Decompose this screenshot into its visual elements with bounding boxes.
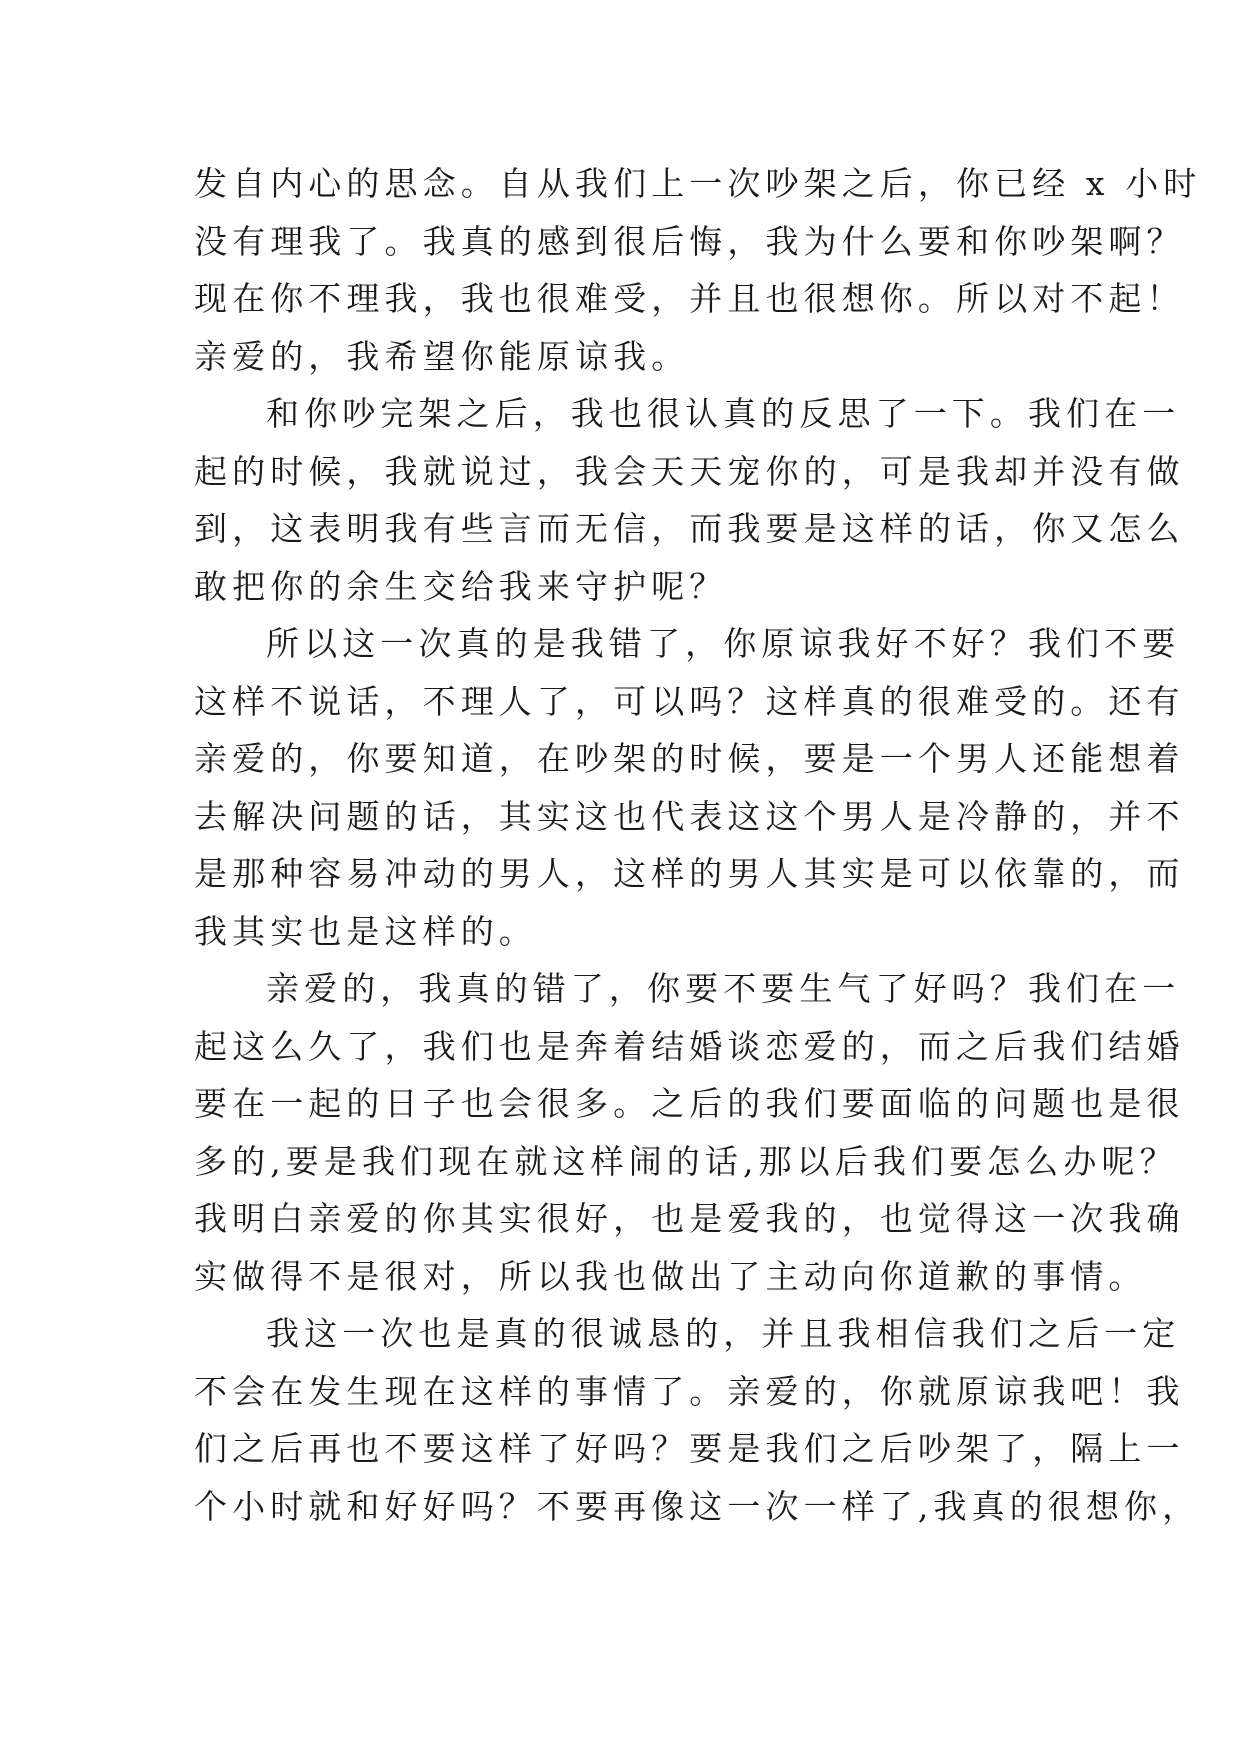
text-line: 个小时就和好好吗？不要再像这一次一样了,我真的很想你， (194, 1486, 1201, 1526)
paragraph-1 (194, 155, 1202, 385)
paragraph-3 (194, 615, 1185, 960)
text-line: 去解决问题的话，其实这也代表这这个男人是冷静的，并不 (194, 796, 1185, 836)
text-line: 我这一次也是真的很诚恳的，并且我相信我们之后一定 (266, 1314, 1181, 1353)
text-line: 我其实也是这样的。 (194, 911, 537, 951)
paragraph-5 (194, 1305, 1201, 1535)
text-line: 我明白亲爱的你其实很好，也是爱我的，也觉得这一次我确 (194, 1199, 1185, 1238)
text-line: 所以这一次真的是我错了，你原谅我好不好？我们不要 (266, 624, 1181, 663)
text-line: 现在你不理我，我也很难受，并且也很想你。所以对不起！ (194, 279, 1185, 318)
text-line: 起的时候，我就说过，我会天天宠你的，可是我却并没有做 (194, 451, 1185, 491)
text-line: 们之后再也不要这样了好吗？要是我们之后吵架了，隔上一 (194, 1429, 1185, 1468)
text-line: 亲爱的，你要知道，在吵架的时候，要是一个男人还能想着 (194, 739, 1185, 778)
text-line: 这样不说话，不理人了，可以吗？这样真的很难受的。还有 (194, 681, 1185, 721)
text-line: 亲爱的，我希望你能原谅我。 (194, 336, 690, 376)
text-line: 不会在发生现在这样的事情了。亲爱的，你就原谅我吧！我 (194, 1371, 1185, 1411)
document-body (194, 155, 1202, 1535)
text-line: 和你吵完架之后，我也很认真的反思了一下。我们在一 (266, 394, 1181, 433)
text-line: 发自内心的思念。自从我们上一次吵架之后，你已经 x 小时 (194, 164, 1202, 203)
paragraph-4 (194, 960, 1185, 1305)
text-line: 实做得不是很对，所以我也做出了主动向你道歉的事情。 (194, 1256, 1147, 1296)
text-line: 没有理我了。我真的感到很后悔，我为什么要和你吵架啊？ (194, 221, 1185, 261)
text-line: 敢把你的余生交给我来守护呢？ (194, 566, 728, 606)
text-line: 是那种容易冲动的男人，这样的男人其实是可以依靠的，而 (194, 854, 1185, 893)
paragraph-2 (194, 385, 1185, 615)
text-line: 要在一起的日子也会很多。之后的我们要面临的问题也是很 (194, 1084, 1185, 1123)
text-line: 到，这表明我有些言而无信，而我要是这样的话，你又怎么 (194, 509, 1185, 548)
text-line: 多的,要是我们现在就这样闹的话,那以后我们要怎么办呢？ (194, 1141, 1178, 1181)
text-line: 起这么久了，我们也是奔着结婚谈恋爱的，而之后我们结婚 (194, 1026, 1185, 1066)
text-line: 亲爱的，我真的错了，你要不要生气了好吗？我们在一 (266, 969, 1181, 1008)
